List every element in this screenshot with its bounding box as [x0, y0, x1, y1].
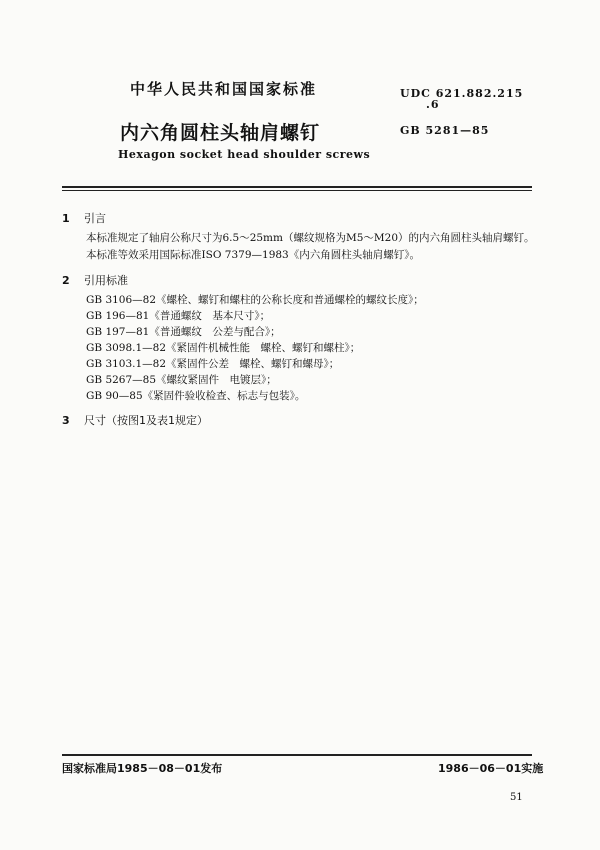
- standard-ref-2: GB 196—81《普通螺纹 基本尺寸》；: [86, 310, 271, 322]
- effective-date: 1986－06－01实施: [438, 762, 544, 775]
- section-2-heading: [62, 272, 128, 288]
- header-rule-thick: [62, 186, 532, 188]
- standard-ref-6: GB 5267—85《螺纹紧固件 电镀层》；: [86, 374, 277, 386]
- section-title: 引言: [84, 212, 106, 225]
- section-3-heading: [62, 412, 208, 428]
- standard-ref-5: GB 3103.1—82《紧固件公差 螺栓、螺钉和螺母》；: [86, 358, 340, 370]
- gb-number: GB 5281—85: [400, 124, 490, 137]
- national-standard-heading: 中华人民共和国国家标准: [130, 80, 318, 98]
- standard-ref-7: GB 90—85《紧固件验收检查、标志与包装》。: [86, 390, 306, 402]
- document-title-en: Hexagon socket head shoulder screws: [118, 148, 371, 161]
- section-number: 3: [62, 414, 70, 427]
- section-1-paragraph-1: 本标准规定了轴肩公称尺寸为6.5～25mm（螺纹规格为M5～M20）的内六角圆柱头轴肩螺钉。: [86, 232, 535, 244]
- section-number: 2: [62, 274, 70, 287]
- page-number: 51: [510, 792, 523, 803]
- section-title: 引用标准: [84, 274, 128, 287]
- udc-code: [400, 88, 523, 110]
- udc-line-1: UDC 621.882.215: [400, 87, 524, 100]
- section-title: 尺寸（按图1及表1规定）: [84, 414, 208, 427]
- section-1-paragraph-2: 本标准等效采用国际标准ISO 7379—1983《内六角圆柱头轴肩螺钉》。: [86, 249, 420, 261]
- section-number: 1: [62, 212, 70, 225]
- issue-date: 国家标准局1985－08－01发布: [62, 762, 223, 775]
- header-rule-thin: [62, 190, 532, 191]
- footer-rule: [62, 754, 532, 756]
- udc-line-2: .6: [426, 98, 440, 111]
- standard-ref-1: GB 3106—82《螺栓、螺钉和螺柱的公称长度和普通螺栓的螺纹长度》；: [86, 294, 424, 306]
- standard-ref-4: GB 3098.1—82《紧固件机械性能 螺栓、螺钉和螺柱》；: [86, 342, 361, 354]
- document-title-cn: 内六角圆柱头轴肩螺钉: [120, 122, 321, 144]
- standard-ref-3: GB 197—81《普通螺纹 公差与配合》；: [86, 326, 281, 338]
- section-1-heading: [62, 210, 106, 226]
